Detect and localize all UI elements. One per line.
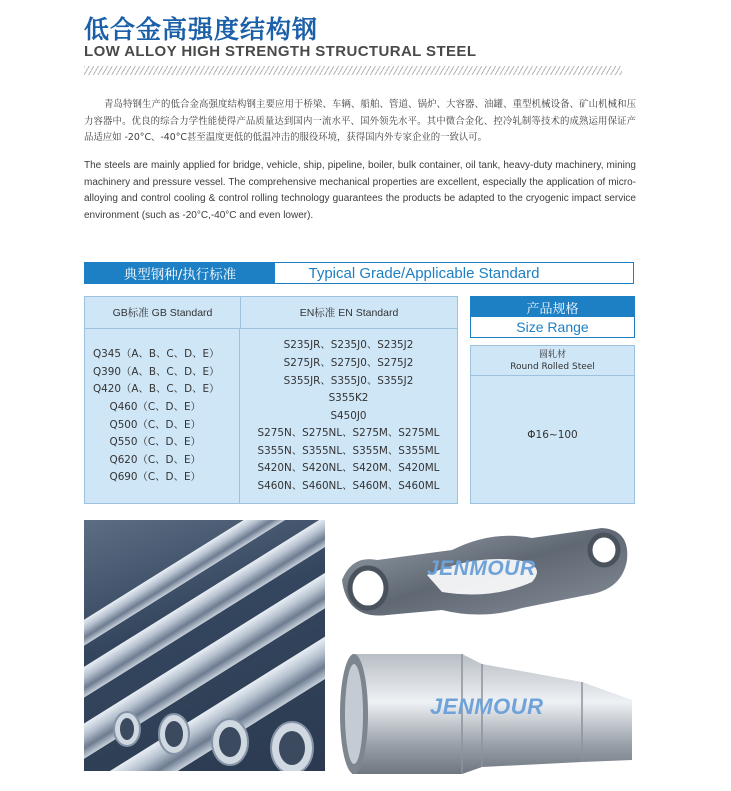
size-range-title: [470, 296, 635, 338]
gb-grade: Q690（C、D、E）: [93, 471, 201, 484]
en-grade: S275JR、S275J0、S275J2: [283, 356, 414, 369]
en-grade: S355N、S355NL、S355M、S355ML: [257, 444, 440, 457]
steel-pipes-illustration: [84, 520, 325, 771]
standard-band-cn: 典型钢种/执行标准: [85, 263, 275, 283]
size-range-title-en: Size Range: [516, 319, 589, 335]
gb-grade: Q550（C、D、E）: [93, 436, 201, 449]
size-type-header: [471, 346, 634, 376]
en-grade: S355JR、S355J0、S355J2: [283, 374, 414, 387]
gb-grade: Q390（A、B、C、D、E）: [93, 365, 220, 378]
gb-grade: Q620（C、D、E）: [93, 453, 201, 466]
jenmour-watermark: JENMOUR: [430, 694, 544, 719]
page-title-en: LOW ALLOY HIGH STRENGTH STRUCTURAL STEEL: [84, 43, 477, 60]
size-type-en: Round Rolled Steel: [510, 362, 595, 372]
en-grade: S420N、S420NL、S420M、S420ML: [257, 462, 440, 475]
gb-grade-list: [85, 329, 240, 504]
intro-paragraph-en: The steels are mainly applied for bridge, vehicle, ship, pipeline, boiler, bulk container, oil tank, heavy-duty machinery, mining machinery and pressure vessel. The comprehensive mechanical properties are excellent, especially the application of micro-alloying and control cooling & control rolling technology guarantees the products be adapted to the cryogenic impact service environment (such as -20°C,-40°C and even lower).: [84, 160, 636, 221]
en-grade: S355K2: [328, 392, 369, 405]
size-range-title-cn: 产品规格: [471, 297, 634, 317]
gb-grade: Q420（A、B、C、D、E）: [93, 383, 220, 396]
standard-band: [84, 262, 634, 284]
gb-grade: Q345（A、B、C、D、E）: [93, 348, 220, 361]
size-range-value: Φ16~100: [527, 429, 578, 441]
page-title-cn: 低合金高强度结构钢: [84, 15, 319, 44]
standards-table-header: [85, 297, 457, 329]
en-standard-header: EN标准 EN Standard: [299, 307, 399, 319]
en-grade: S450J0: [330, 409, 367, 422]
en-grade: S235JR、S235J0、S235J2: [283, 339, 414, 352]
en-grade-list: [240, 329, 457, 504]
standard-band-en: Typical Grade/Applicable Standard: [308, 264, 540, 282]
machined-shaft-photo: [332, 642, 638, 774]
title-divider: [84, 66, 622, 75]
en-grade: S275N、S275NL、S275M、S275ML: [257, 427, 440, 440]
en-grade: S460N、S460NL、S460M、S460ML: [257, 480, 440, 493]
gb-grade: Q460（C、D、E）: [93, 400, 201, 413]
intro-paragraph-cn: 青岛特钢生产的低合金高强度结构钢主要应用于桥梁、车辆、船舶、管道、锅炉、大容器、油罐、重型机械设备、矿山机械和压力容器中。优良的综合力学性能使得产品质量达到国内一流水平、国外领先水平。其中微合金化、控冷轧制等技术的成熟运用保证产品适应如 -20°C、-40°C甚至温度更低的低温冲击的服役环境，获得国内外专家企业的一致认可。: [84, 99, 636, 143]
size-type-cn: 圆轧材: [538, 350, 566, 360]
gb-grade: Q500（C、D、E）: [93, 418, 201, 431]
size-range-table: [470, 345, 635, 504]
jenmour-watermark: JENMOUR: [427, 557, 536, 580]
standards-table: [84, 296, 458, 504]
gb-standard-header: GB标准 GB Standard: [85, 297, 241, 328]
forged-part-photo: [332, 520, 638, 638]
standards-table-body: [85, 329, 457, 504]
steel-pipes-photo: [84, 520, 325, 771]
